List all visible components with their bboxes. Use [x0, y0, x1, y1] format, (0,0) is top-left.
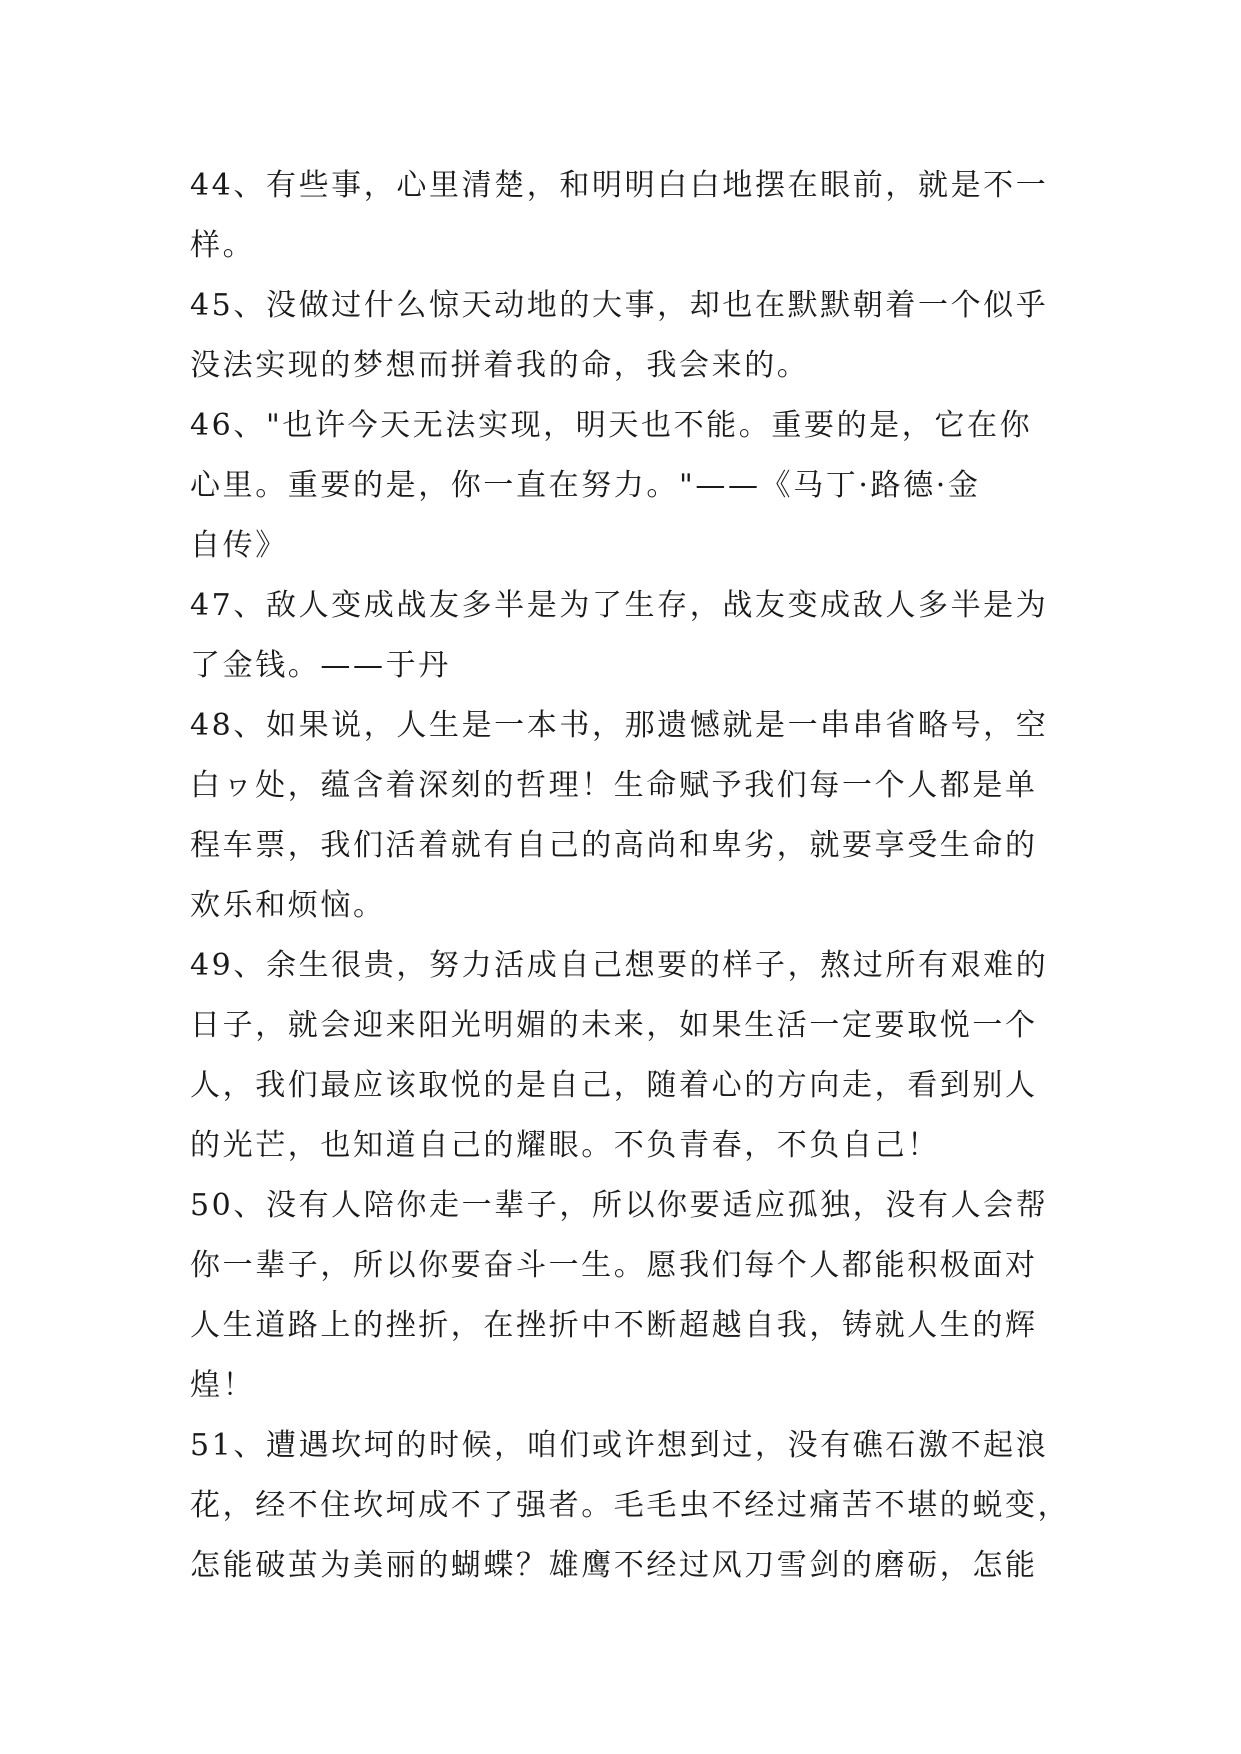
text-line: 人，我们最应该取悦的是自己，随着心的方向走，看到别人 [190, 1068, 1038, 1103]
text-line: 日子，就会迎来阳光明媚的未来，如果生活一定要取悦一个 [190, 1008, 1038, 1043]
text-line: 你一辈子，所以你要奋斗一生。愿我们每个人都能积极面对 [190, 1248, 1038, 1283]
text-line: 自传》 [190, 528, 288, 563]
text-line: 心里。重要的是，你一直在努力。"——《马丁·路德·金 [190, 468, 981, 503]
text-line: 49、余生很贵，努力活成自己想要的样子，熬过所有艰难的 [190, 948, 1049, 983]
text-line: 欢乐和烦恼。 [190, 888, 386, 923]
text-line: 样。 [190, 228, 256, 263]
text-line: 47、敌人变成战友多半是为了生存，战友变成敌人多半是为 [190, 588, 1049, 623]
text-line: 人生道路上的挫折，在挫折中不断超越自我，铸就人生的辉 [190, 1308, 1038, 1343]
document-body [190, 156, 1071, 1596]
text-line: 怎能破茧为美丽的蝴蝶？雄鹰不经过风刀雪剑的磨砺，怎能 [190, 1548, 1038, 1583]
text-line: 50、没有人陪你走一辈子，所以你要适应孤独，没有人会帮 [190, 1188, 1049, 1223]
text-line: 46、"也许今天无法实现，明天也不能。重要的是，它在你 [190, 408, 1033, 443]
text-line: 白ヮ处，蕴含着深刻的哲理！生命赋予我们每一个人都是单 [190, 768, 1038, 803]
text-line: 45、没做过什么惊天动地的大事，却也在默默朝着一个似乎 [190, 288, 1049, 323]
text-line: 花，经不住坎坷成不了强者。毛毛虫不经过痛苦不堪的蜕变， [190, 1488, 1071, 1523]
text-line: 了金钱。——于丹 [190, 648, 451, 683]
text-line: 44、有些事，心里清楚，和明明白白地摆在眼前，就是不一 [190, 168, 1049, 203]
text-line: 48、如果说，人生是一本书，那遗憾就是一串串省略号，空 [190, 708, 1049, 743]
text-line: 煌！ [190, 1368, 256, 1403]
text-line: 51、遭遇坎坷的时候，咱们或许想到过，没有礁石激不起浪 [190, 1428, 1049, 1463]
text-line: 的光芒，也知道自己的耀眼。不负青春，不负自己！ [190, 1128, 940, 1163]
text-line: 没法实现的梦想而拼着我的命，我会来的。 [190, 348, 810, 383]
text-line: 程车票，我们活着就有自己的高尚和卑劣，就要享受生命的 [190, 828, 1038, 863]
